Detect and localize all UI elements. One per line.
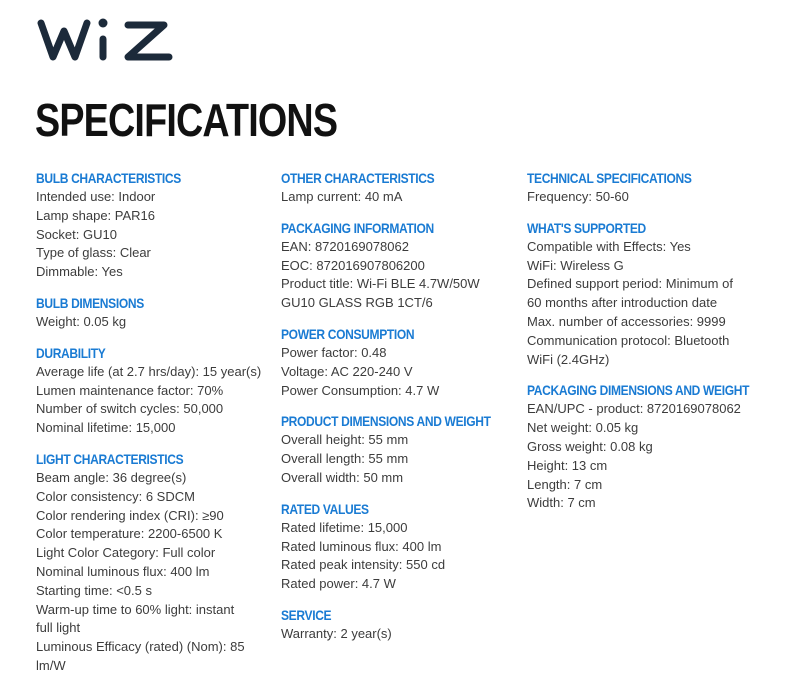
spec-line: EAN/UPC - product: 8720169078062	[527, 401, 741, 417]
spec-line: Rated lifetime: 15,000	[281, 519, 408, 535]
wiz-logo	[36, 13, 178, 65]
spec-section-service	[281, 606, 501, 644]
spec-section-packaging-dimensions-and-weight	[527, 381, 757, 513]
spec-section-technical-specifications	[527, 169, 757, 207]
spec-line: Communication protocol: Bluetooth	[527, 332, 730, 348]
spec-section-product-dimensions-and-weight	[281, 412, 501, 487]
spec-line: Frequency: 50-60	[527, 189, 629, 204]
spec-section-other-characteristics	[281, 169, 501, 207]
spec-column-1	[36, 169, 271, 688]
spec-line: Overall length: 55 mm	[281, 451, 409, 467]
spec-line: Rated peak intensity: 550 cd	[281, 557, 446, 573]
spec-section-light-characteristics	[36, 450, 271, 676]
section-title: PRODUCT DIMENSIONS AND WEIGHT	[281, 413, 491, 430]
section-title: OTHER CHARACTERISTICS	[281, 170, 435, 186]
spec-line: WiFi (2.4GHz)	[527, 351, 610, 367]
spec-line: Color consistency: 6 SDCM	[36, 488, 195, 504]
spec-line: Warranty: 2 year(s)	[281, 625, 392, 641]
spec-line: Light Color Category: Full color	[36, 545, 216, 561]
spec-line: Voltage: AC 220-240 V	[281, 363, 413, 379]
spec-line: EOC: 872016907806200	[281, 257, 425, 273]
spec-line: Number of switch cycles: 50,000	[36, 401, 224, 417]
spec-column-2	[281, 169, 501, 656]
spec-section-rated-values	[281, 500, 501, 594]
section-title: BULB CHARACTERISTICS	[36, 170, 181, 186]
spec-section-bulb-characteristics	[36, 169, 271, 282]
spec-line: Color temperature: 2200-6500 K	[36, 526, 223, 542]
spec-line: Intended use: Indoor	[36, 189, 156, 204]
section-title: TECHNICAL SPECIFICATIONS	[527, 170, 692, 186]
section-title: SERVICE	[281, 606, 332, 623]
spec-line: Nominal luminous flux: 400 lm	[36, 563, 210, 579]
section-title: DURABILITY	[36, 344, 106, 361]
spec-line: GU10 GLASS RGB 1CT/6	[281, 295, 433, 311]
spec-line: Power factor: 0.48	[281, 344, 387, 360]
section-title: WHAT'S SUPPORTED	[527, 219, 646, 236]
spec-line: Warm-up time to 60% light: instant	[36, 601, 235, 617]
spec-line: Compatible with Effects: Yes	[527, 238, 691, 254]
spec-line: WiFi: Wireless G	[527, 257, 624, 273]
spec-line: Luminous Efficacy (rated) (Nom): 85	[36, 639, 245, 655]
section-title: PACKAGING INFORMATION	[281, 219, 434, 236]
spec-line: Overall width: 50 mm	[281, 469, 404, 485]
section-title: BULB DIMENSIONS	[36, 294, 144, 311]
spec-line: Beam angle: 36 degree(s)	[36, 469, 187, 485]
spec-column-3	[527, 169, 757, 525]
spec-line: Lamp current: 40 mA	[281, 189, 403, 204]
spec-line: Starting time: <0.5 s	[36, 582, 152, 598]
spec-line: Product title: Wi-Fi BLE 4.7W/50W	[281, 276, 480, 292]
spec-line: 60 months after introduction date	[527, 295, 718, 311]
spec-section-what-s-supported	[527, 219, 757, 370]
spec-line: EAN: 8720169078062	[281, 238, 409, 254]
spec-line: Power Consumption: 4.7 W	[281, 382, 440, 398]
spec-line: Nominal lifetime: 15,000	[36, 420, 176, 436]
spec-section-durability	[36, 344, 271, 438]
spec-line: Overall height: 55 mm	[281, 432, 409, 448]
spec-line: Socket: GU10	[36, 226, 117, 242]
section-title: RATED VALUES	[281, 500, 369, 517]
spec-line: Type of glass: Clear	[36, 245, 151, 261]
section-title: PACKAGING DIMENSIONS AND WEIGHT	[527, 382, 750, 399]
spec-line: lm/W	[36, 657, 66, 673]
spec-line: Defined support period: Minimum of	[527, 276, 733, 292]
spec-line: Width: 7 cm	[527, 495, 596, 511]
page-title: SPECIFICATIONS	[35, 94, 338, 146]
spec-section-packaging-information	[281, 219, 501, 313]
spec-line: Max. number of accessories: 9999	[527, 313, 726, 329]
spec-line: Net weight: 0.05 kg	[527, 420, 639, 436]
spec-line: Weight: 0.05 kg	[36, 313, 127, 329]
spec-line: Lamp shape: PAR16	[36, 207, 155, 223]
spec-line: Dimmable: Yes	[36, 264, 123, 280]
spec-line: Lumen maintenance factor: 70%	[36, 382, 224, 398]
spec-line: full light	[36, 620, 81, 636]
spec-line: Gross weight: 0.08 kg	[527, 438, 653, 454]
spec-line: Average life (at 2.7 hrs/day): 15 year(s)	[36, 363, 262, 379]
spec-line: Rated luminous flux: 400 lm	[281, 538, 442, 554]
spec-line: Height: 13 cm	[527, 457, 608, 473]
spec-section-power-consumption	[281, 325, 501, 400]
spec-line: Color rendering index (CRI): ≥90	[36, 507, 224, 523]
spec-line: Length: 7 cm	[527, 476, 603, 492]
spec-line: Rated power: 4.7 W	[281, 576, 396, 592]
spec-section-bulb-dimensions	[36, 294, 271, 332]
section-title: LIGHT CHARACTERISTICS	[36, 450, 184, 467]
section-title: POWER CONSUMPTION	[281, 325, 415, 342]
